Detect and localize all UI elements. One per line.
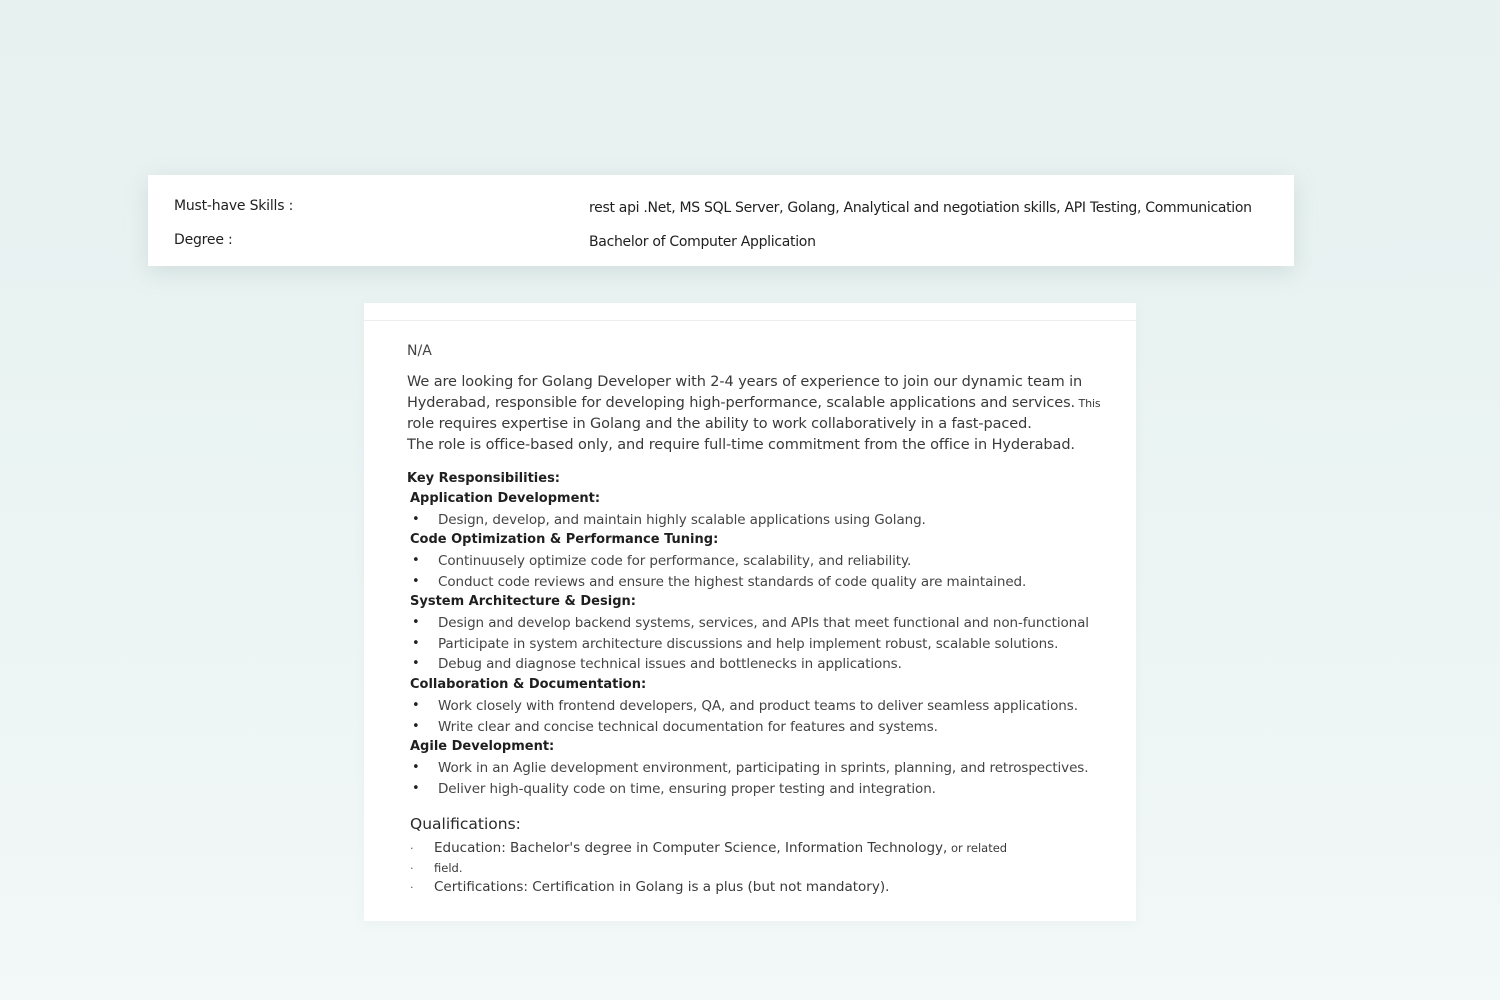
section-heading-application-development: Application Development: xyxy=(410,491,601,506)
list-item-text: Continuusely optimize code for performance, scalability, and reliability. xyxy=(438,552,912,569)
job-description-body xyxy=(407,341,1112,898)
bullet-icon: • xyxy=(412,656,420,672)
qualifications-list xyxy=(407,839,1112,898)
list-item xyxy=(410,572,1112,593)
bullet-icon: · xyxy=(410,881,414,895)
must-have-skills-row xyxy=(174,194,1274,218)
intro-text-3: The role is office-based only, and require full-time commitment from the office in Hyderabad. xyxy=(407,436,1075,453)
section-heading-system-architecture: System Architecture & Design: xyxy=(410,594,636,610)
job-description-card xyxy=(364,303,1136,921)
bullet-icon: • xyxy=(412,511,420,527)
section-heading-code-optimization: Code Optimization & Performance Tuning: xyxy=(410,532,719,548)
bullet-icon: • xyxy=(412,780,420,796)
list-item-text: Deliver high-quality code on time, ensuring proper testing and integration. xyxy=(438,780,936,797)
collaboration-list xyxy=(407,696,1112,738)
bullet-icon: • xyxy=(412,614,420,630)
intro-paragraph xyxy=(407,372,1112,455)
list-item-text: Write clear and concise technical documentation for features and systems. xyxy=(438,718,938,735)
qualification-education-text: Education: Bachelor's degree in Computer Science, Information Technology, xyxy=(434,840,948,857)
agile-development-list xyxy=(407,758,1112,800)
section-heading-agile-development: Agile Development: xyxy=(410,739,555,755)
list-item xyxy=(410,839,1112,859)
list-item-text: Participate in system architecture discussions and help implement robust, scalable solutions. xyxy=(438,635,1059,652)
skills-card xyxy=(148,175,1294,266)
card-divider xyxy=(364,320,1136,321)
list-item-text: Work in an Aglie development environment, participating in sprints, planning, and retrospectives. xyxy=(438,759,1089,776)
list-item-text: Design, develop, and maintain highly scalable applications using Golang. xyxy=(438,511,926,528)
list-item xyxy=(410,510,1112,531)
list-item-text: Work closely with frontend developers, QA, and product teams to deliver seamless applications. xyxy=(438,697,1078,714)
list-item xyxy=(410,654,1112,675)
degree-value: Bachelor of Computer Application xyxy=(589,234,816,250)
list-item-text: Debug and diagnose technical issues and bottlenecks in applications. xyxy=(438,656,902,673)
list-item-text: Design and develop backend systems, services, and APIs that meet functional and non-functional xyxy=(438,614,1089,631)
bullet-icon: · xyxy=(410,842,414,856)
system-architecture-list xyxy=(407,613,1112,675)
intro-text-small: This xyxy=(1075,396,1101,410)
qualification-certification-text: Certifications: Certification in Golang is a plus (but not mandatory). xyxy=(434,879,890,896)
bullet-icon: • xyxy=(412,635,420,651)
list-item xyxy=(410,551,1112,572)
qualification-field-text: field. xyxy=(434,860,463,875)
bullet-icon: · xyxy=(410,861,414,875)
application-development-list xyxy=(407,510,1112,531)
must-have-skills-value: rest api .Net, MS SQL Server, Golang, Analytical and negotiation skills, API Testing, Communication xyxy=(589,200,1252,216)
intro-text-1: We are looking for Golang Developer with 2-4 years of experience to join our dynamic team in Hyderabad, responsible for developing high-performance, scalable applications and services. xyxy=(407,374,1083,411)
degree-row xyxy=(174,228,1274,252)
bullet-icon: • xyxy=(412,552,420,568)
bullet-icon: • xyxy=(412,697,420,713)
list-item xyxy=(410,859,1112,879)
degree-label: Degree : xyxy=(174,232,233,248)
bullet-icon: • xyxy=(412,718,420,734)
na-text: N/A xyxy=(407,343,432,359)
intro-text-2: role requires expertise in Golang and the ability to work collaboratively in a fast-paced. xyxy=(407,416,1032,432)
code-optimization-list xyxy=(407,551,1112,593)
list-item xyxy=(410,779,1112,800)
key-responsibilities-heading: Key Responsibilities: xyxy=(407,471,561,486)
qualification-education-suffix: or related xyxy=(947,841,1008,856)
section-heading-collaboration: Collaboration & Documentation: xyxy=(410,677,647,693)
list-item xyxy=(410,717,1112,738)
list-item-text: Conduct code reviews and ensure the highest standards of code quality are maintained. xyxy=(438,573,1027,590)
bullet-icon: • xyxy=(412,573,420,589)
list-item xyxy=(410,758,1112,779)
list-item xyxy=(410,613,1112,634)
must-have-skills-label: Must-have Skills : xyxy=(174,198,294,214)
list-item xyxy=(410,878,1112,898)
list-item xyxy=(410,634,1112,655)
bullet-icon: • xyxy=(412,759,420,775)
qualifications-heading: Qualifications: xyxy=(410,815,521,834)
list-item xyxy=(410,696,1112,717)
